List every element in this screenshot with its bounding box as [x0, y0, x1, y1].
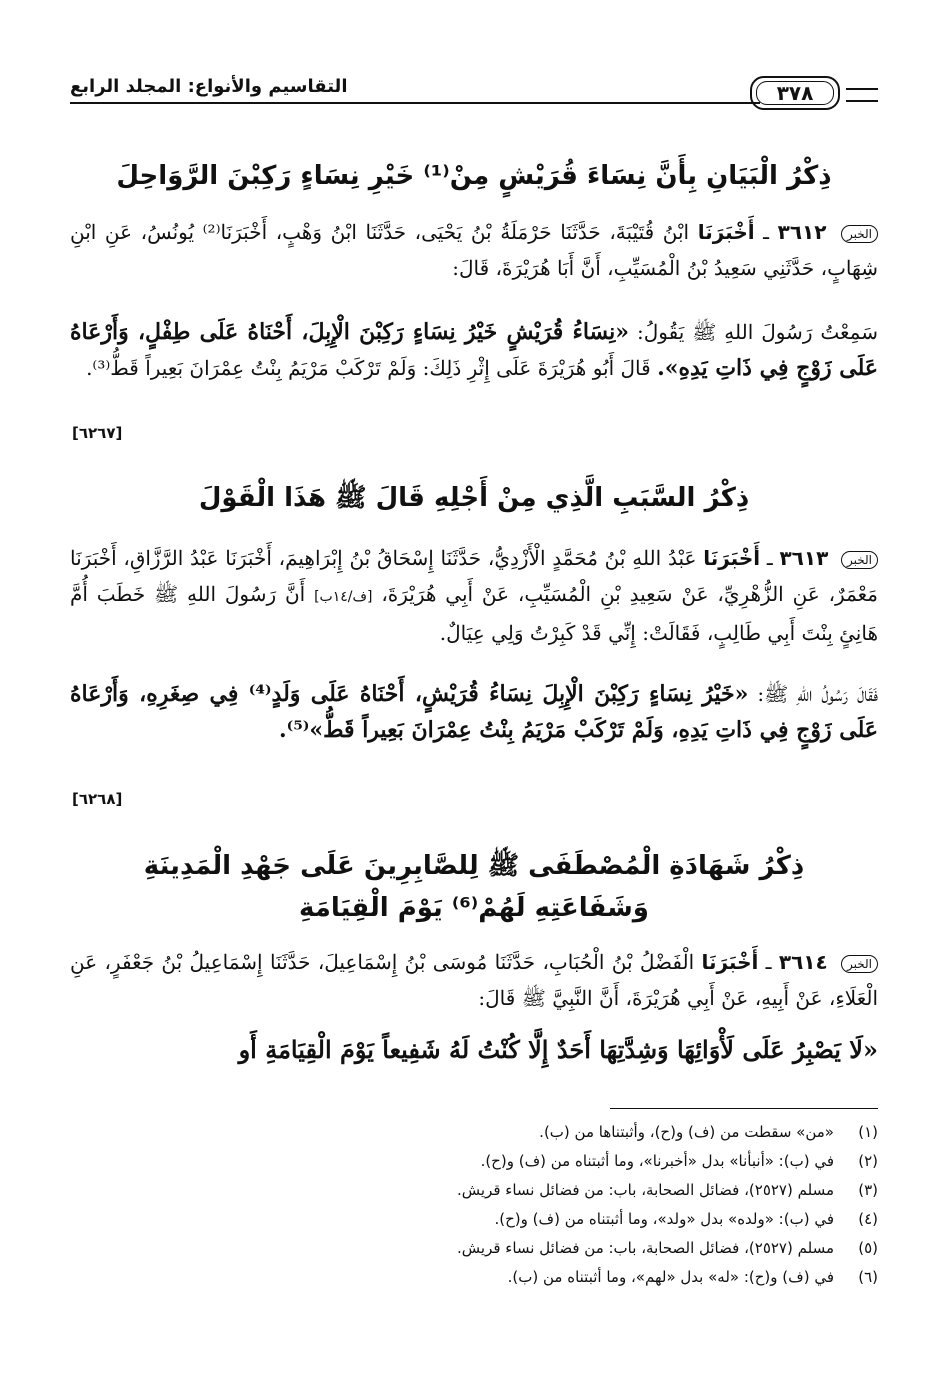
isnad-text: ابْنُ قُتَيْبَةَ، حَدَّثَنَا حَرْمَلَةُ بْنُ يَحْيَى، حَدَّثَنَا ابْنُ وَهْبٍ، أَخْبَرَنَا⁽²⁾ يُونُسُ، عَنِ ابْنِ شِهَابٍ، حَدَّثَنِي سَعِيدُ بْنُ الْمُسَيِّبِ، أَنَّ أَبَا هُرَيْرَةَ، قَالَ:	[70, 220, 878, 280]
khabar-badge: الخبر	[841, 955, 878, 973]
footnote-text: في (ب): «أنبأنا» بدل «أخبرنا»، وما أثبتناه من (ف) و(ح).	[480, 1152, 834, 1170]
footnote-number: (٣)	[858, 1181, 878, 1199]
footnote-text: في (ف) و(ح): «له» بدل «لهم»، وما أثبتناه من (ب).	[507, 1268, 834, 1286]
footnote-2	[70, 1147, 878, 1176]
footnote-text: مسلم (٢٥٢٧)، فضائل الصحابة، باب: من فضائل نساء قريش.	[457, 1181, 834, 1199]
hadith-number: ٣٦١٢	[777, 220, 827, 244]
isnad-keyword: أَخْبَرَنَا	[703, 546, 761, 570]
footnote-6	[70, 1263, 878, 1292]
footnote-3	[70, 1176, 878, 1205]
khabar-badge: الخبر	[841, 551, 878, 569]
running-header	[70, 76, 878, 116]
matn-text: «خَيْرُ نِسَاءٍ رَكِبْنَ الْإِبِلَ نِسَاءُ قُرَيْشٍ، أَحْنَاهُ عَلَى وَلَدٍ⁽⁴⁾ فِي صِغَرِهِ، وَأَرْعَاهُ عَلَى زَوْجٍ فِي ذَاتِ يَدِهِ، وَلَمْ تَرْكَبْ مَرْيَمُ بِنْتُ عِمْرَانَ بَعِيراً قَطُّ»⁽⁵⁾.	[70, 681, 878, 743]
isnad-keyword: أَخْبَرَنَا	[697, 220, 755, 244]
page-number: ٣٧٨	[776, 81, 814, 105]
matn-intro: فَقَالَ رَسُولُ اللهِ ﷺ:	[757, 682, 879, 706]
footnotes	[70, 1118, 878, 1292]
hadith-3614-matn: «لَا يَصْبِرُ عَلَى لَأْوَائِهَا وَشِدَّتِهَا أَحَدٌ إِلَّا كُنْتُ لَهُ شَفِيعاً يَوْمَ الْقِيَامَةِ أَو	[238, 1035, 878, 1064]
manuscript-marker: [ف/١٤ب]	[314, 589, 373, 605]
chapter-heading-3-line-2: وَشَفَاعَتِهِ لَهُمْ⁽⁶⁾ يَوْمَ الْقِيَامَةِ	[299, 893, 649, 923]
khabar-badge: الخبر	[841, 225, 878, 243]
footnote-number: (٦)	[858, 1268, 878, 1286]
hadith-3613-matn	[70, 676, 878, 748]
cross-reference: [٦٢٦٨]	[72, 790, 123, 808]
isnad-continuation: أَنَّ رَسُولَ اللهِ ﷺ خَطَبَ أُمَّ هَانِئٍ بِنْتَ أَبِي طَالِبٍ، فَقَالَتْ: إِنِّي قَدْ كَبِرْتُ وَلِي عِيَالٌ.	[70, 582, 878, 645]
hadith-3612-isnad: الخبر ٣٦١٢ ـ أَخْبَرَنَا ابْنُ قُتَيْبَةَ، حَدَّثَنَا حَرْمَلَةُ بْنُ يَحْيَى، حَدَّثَنَا ابْنُ وَهْبٍ، أَخْبَرَنَا⁽²⁾ يُونُسُ، عَنِ ابْنِ شِهَابٍ، حَدَّثَنِي سَعِيدُ بْنُ الْمُسَيِّبِ، أَنَّ أَبَا هُرَيْرَةَ، قَالَ:	[70, 220, 878, 280]
header-ornament-lines	[846, 88, 878, 102]
hadith-3612-matn	[70, 314, 878, 386]
chapter-heading-2: ذِكْرُ السَّبَبِ الَّذِي مِنْ أَجْلِهِ قَالَ ﷺ هَذَا الْقَوْلَ	[198, 483, 750, 513]
isnad-keyword: أَخْبَرَنَا	[701, 950, 759, 974]
hadith-3614-isnad: الخبر ٣٦١٤ ـ أَخْبَرَنَا الْفَضْلُ بْنُ الْحُبَابِ، حَدَّثَنَا مُوسَى بْنُ إِسْمَاعِيلَ، حَدَّثَنَا إِسْمَاعِيلُ بْنُ جَعْفَرٍ، عَنِ الْعَلَاءِ، عَنْ أَبِيهِ، عَنْ أَبِي هُرَيْرَةَ، أَنَّ النَّبِيَّ ﷺ قَالَ:	[70, 950, 878, 1010]
hadith-number: ٣٦١٣	[779, 546, 829, 570]
page-number-inner-frame	[756, 81, 834, 105]
matn-intro: سَمِعْتُ رَسُولَ اللهِ ﷺ يَقُولُ:	[636, 320, 879, 344]
footnote-number: (٢)	[858, 1152, 878, 1170]
footnote-number: (١)	[858, 1123, 878, 1141]
chapter-heading-1: ذِكْرُ الْبَيَانِ بِأَنَّ نِسَاءَ قُرَيْشٍ مِنْ⁽¹⁾ خَيْرِ نِسَاءٍ رَكِبْنَ الرَّوَاحِلَ	[116, 161, 832, 191]
isnad-text: الْفَضْلُ بْنُ الْحُبَابِ، حَدَّثَنَا مُوسَى بْنُ إِسْمَاعِيلَ، حَدَّثَنَا إِسْمَاعِيلُ بْنُ جَعْفَرٍ، عَنِ الْعَلَاءِ، عَنْ أَبِيهِ، عَنْ أَبِي هُرَيْرَةَ، أَنَّ النَّبِيَّ ﷺ قَالَ:	[70, 950, 878, 1010]
cross-reference: [٦٢٦٧]	[72, 424, 123, 442]
matn-after: قَالَ أَبُو هُرَيْرَةَ عَلَى إِثْرِ ذَلِكَ: وَلَمْ تَرْكَبْ مَرْيَمُ بِنْتُ عِمْرَانَ بَعِيراً قَطُّ⁽³⁾.	[86, 356, 651, 380]
footnote-5	[70, 1234, 878, 1263]
footnote-number: (٥)	[858, 1239, 878, 1257]
hadith-3613-isnad: الخبر ٣٦١٣ ـ أَخْبَرَنَا عَبْدُ اللهِ بْنُ مُحَمَّدٍ الْأَزْدِيُّ، حَدَّثَنَا إِسْحَاقُ بْنُ إِبْرَاهِيمَ، أَخْبَرَنَا عَبْدُ الرَّزَّاقِ، أَخْبَرَنَا مَعْمَرٌ، عَنِ الزُّهْرِيِّ، عَنْ سَعِيدِ بْنِ الْمُسَيِّبِ، عَنْ أَبِي هُرَيْرَةَ، [ف/١٤ب] أَنَّ رَسُولَ اللهِ ﷺ خَطَبَ أُمَّ هَانِئٍ بِنْتَ أَبِي طَالِبٍ، فَقَالَتْ: إِنِّي قَدْ كَبِرْتُ وَلِي عِيَالٌ.	[70, 546, 878, 645]
running-title: التقاسيم والأنواع: المجلد الرابع	[70, 76, 348, 97]
footnote-number: (٤)	[858, 1210, 878, 1228]
footnote-1	[70, 1118, 878, 1147]
footnote-text: في (ب): «ولده» بدل «ولد»، وما أثبتناه من (ف) و(ح).	[494, 1210, 834, 1228]
header-rule	[70, 102, 760, 104]
isnad-text: عَبْدُ اللهِ بْنُ مُحَمَّدٍ الْأَزْدِيُّ، حَدَّثَنَا إِسْحَاقُ بْنُ إِبْرَاهِيمَ، أَخْبَرَنَا عَبْدُ الرَّزَّاقِ، أَخْبَرَنَا مَعْمَرٌ، عَنِ الزُّهْرِيِّ، عَنْ سَعِيدِ بْنِ الْمُسَيِّبِ، عَنْ أَبِي هُرَيْرَةَ،	[70, 546, 878, 606]
footnote-4	[70, 1205, 878, 1234]
hadith-number: ٣٦١٤	[778, 950, 828, 974]
footnote-text: «من» سقطت من (ف) و(ح)، وأثبتناها من (ب).	[539, 1123, 834, 1141]
matn-text: «نِسَاءُ قُرَيْشٍ خَيْرُ نِسَاءٍ رَكِبْنَ الْإِبِلَ، أَحْنَاهُ عَلَى طِفْلٍ، وَأَرْعَاهُ عَلَى زَوْجٍ فِي ذَاتِ يَدِهِ».	[70, 319, 878, 381]
chapter-heading-3-line-1: ذِكْرُ شَهَادَةِ الْمُصْطَفَى ﷺ لِلصَّابِرِينَ عَلَى جَهْدِ الْمَدِينَةِ	[143, 851, 805, 881]
page-number-frame	[750, 76, 840, 110]
footnote-separator	[610, 1108, 878, 1109]
footnote-text: مسلم (٢٥٢٧)، فضائل الصحابة، باب: من فضائل نساء قريش.	[457, 1239, 834, 1257]
